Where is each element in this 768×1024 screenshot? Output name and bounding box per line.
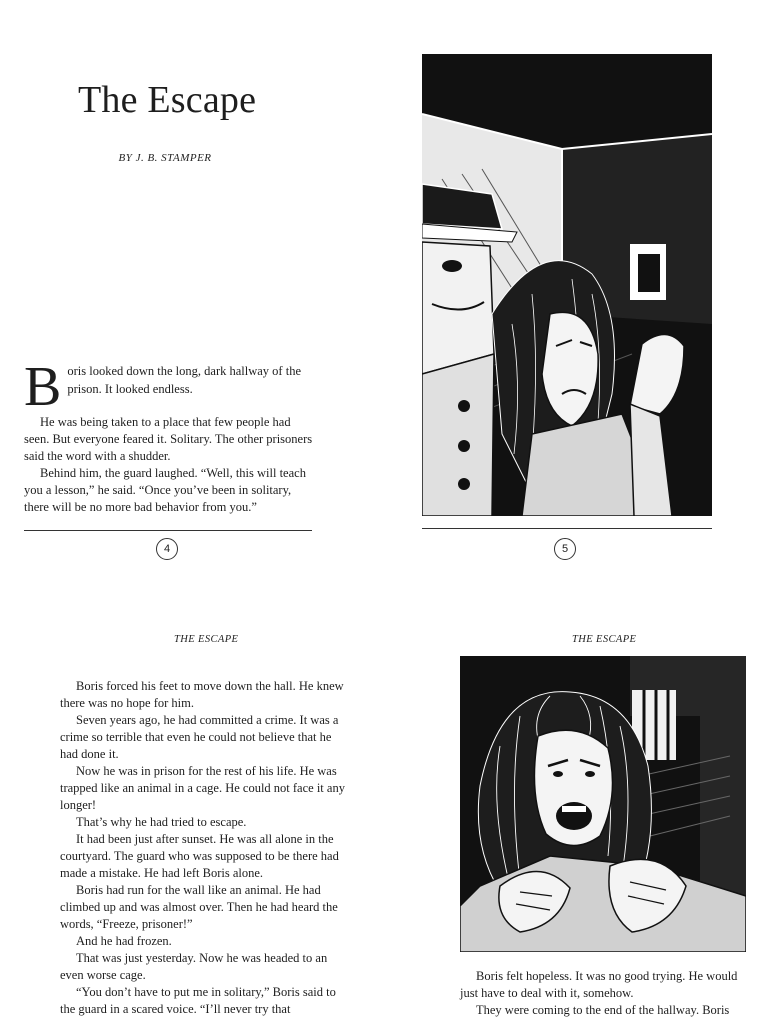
paragraph: Seven years ago, he had committed a crime. It was a crime so terrible that even he could not believe that he had done it. [60, 713, 339, 761]
page-6-body [60, 678, 346, 1018]
footer-rule [422, 528, 712, 529]
paragraph: He was being taken to a place that few people had seen. But everyone feared it. Solitary. The other prisoners said the word with a shudder. [24, 415, 313, 463]
paragraph: Boris forced his feet to move down the hall. He knew there was no hope for him. [60, 679, 344, 710]
page-number-4: 4 [156, 538, 178, 560]
paragraph: Behind him, the guard laughed. “Well, this will teach you a lesson,” he said. “Once you’ve been in solitary, there will be no more bad behavior from you.” [24, 466, 306, 514]
paragraph: That was just yesterday. Now he was headed to an even worse cage. [60, 951, 328, 982]
running-head: THE ESCAPE [572, 634, 637, 645]
running-head: THE ESCAPE [174, 634, 239, 645]
lead-text: oris looked down the long, dark hallway of the prison. It looked endless. [67, 364, 301, 396]
byline: BY J. B. STAMPER [118, 152, 212, 164]
paragraph: Now he was in prison for the rest of his life. He was trapped like an animal in a cage. He could not face it any longer! [60, 764, 345, 812]
footer-rule [24, 530, 312, 531]
paragraph: Boris felt hopeless. It was no good trying. He would just have to deal with it, somehow. [460, 969, 738, 1000]
paragraph: “You don’t have to put me in solitary,” Boris said to the guard in a scared voice. “I’ll never try that [60, 985, 336, 1016]
page-4 [0, 0, 384, 580]
page-6 [0, 600, 384, 1024]
page-4-body [24, 414, 314, 516]
paragraph: That’s why he had tried to escape. [76, 815, 247, 829]
page-7 [384, 600, 768, 1024]
guard-and-prisoner-illustration [422, 54, 712, 516]
opening-paragraph [24, 356, 314, 418]
paragraph: They were coming to the end of the hallway. Boris [476, 1003, 730, 1017]
page-number-5: 5 [554, 538, 576, 560]
paragraph: It had been just after sunset. He was all alone in the courtyard. The guard who was supposed to be there had made a mistake. He had left Boris alone. [60, 832, 339, 880]
page-5 [384, 0, 768, 580]
page-7-body [460, 968, 750, 1019]
paragraph: Boris had run for the wall like an animal. He had climbed up and was almost over. Then he had heard the words, “Freeze, prisoner!” [60, 883, 338, 931]
drop-cap: B [24, 356, 62, 418]
frightened-prisoner-illustration [460, 656, 746, 952]
paragraph: And he had frozen. [76, 934, 172, 948]
story-title: The Escape [78, 79, 257, 121]
